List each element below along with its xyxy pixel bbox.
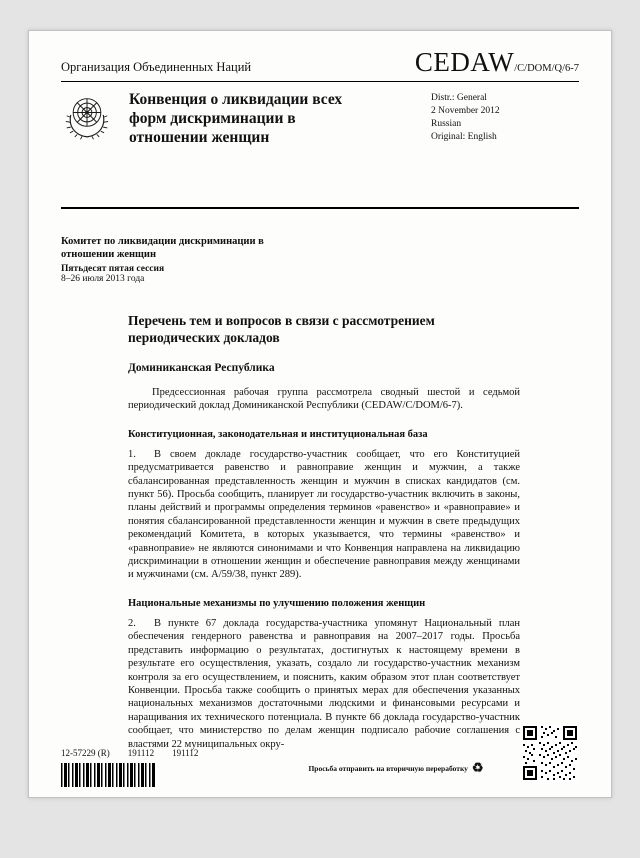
document-page [28, 30, 612, 798]
un-logo [61, 90, 129, 151]
section-heading: Конституционная, законодательная и институциональная база [128, 428, 428, 440]
qr-block [521, 724, 579, 787]
committee-block [61, 235, 579, 284]
masthead [61, 90, 579, 151]
convention-title: Конвенция о ликвидации всех форм дискриминации в отношении женщин [129, 91, 343, 146]
recycle-note [308, 760, 484, 775]
distribution-block [431, 90, 579, 151]
document-symbol-suffix: /C/DOM/Q/6-7 [514, 63, 579, 74]
job-number: 12-57229 (R) [61, 748, 110, 758]
intro-paragraph: Предсессионная рабочая группа рассмотрела сводный шестой и седьмой периодический доклад Доминиканской Республики (CEDAW/C/DOM/6-7). [128, 387, 520, 412]
barcode [61, 763, 155, 787]
section-heading: Национальные механизмы по улучшению положения женщин [128, 597, 426, 609]
distr-date: 2 November 2012 [431, 106, 500, 116]
session-dates: 8–26 июля 2013 года [61, 274, 145, 284]
country-heading: Доминиканская Республика [128, 362, 275, 374]
paragraph [128, 448, 520, 582]
paragraph-number: 2. [128, 617, 136, 629]
recycle-text: Просьба отправить на вторичную переработку [308, 763, 468, 773]
document-reference [61, 748, 198, 758]
qr-code [521, 724, 579, 782]
header-rule [61, 81, 579, 82]
footer-reference-block [61, 748, 198, 787]
distr-language: Russian [431, 119, 462, 129]
committee-name: Комитет по ликвидации дискриминации в отношении женщин [61, 236, 264, 260]
session-title: Пятьдесят пятая сессия [61, 264, 165, 274]
masthead-rule [61, 207, 579, 209]
paragraph-number: 1. [128, 448, 136, 460]
paragraph-text: В своем докладе государство-участник сообщает, что его Конституцией предусматривается равенство и равноправие женщин и мужчин, а также сбалансированная представленность женщин и мужчин в списках кандидатов (см. пункт 56). Просьба сообщить, планирует ли государство-участник включить в законы, планы действий и программы определения терминов «равенство» и «равноправие» и понятия сбалансированной представленности женщин и мужчин в свете предыдущих рекомендаций Комитета, в которых указывается, что термины «равенство» и «равноправие» не являются синонимами и что Конвенция направлена на ликвидацию дискриминации в отношении женщин и обеспечение равноправия между женщинами и мужчинами (см. A/59/38, пункт 289). [128, 448, 520, 581]
distr-original: Original: English [431, 132, 497, 142]
document-symbol [415, 47, 579, 78]
page-header [61, 47, 579, 78]
recycle-icon: ♻ [471, 760, 484, 775]
typing-date: 191112 [172, 748, 199, 758]
main-column [128, 312, 520, 751]
paragraph-text: В пункте 67 доклада государства-участника упомянут Национальный план обеспечения гендерного равенства и равноправия на 2007–2017 годы. Просьба представить информацию о результатах, достигнутых к настоящему времени в результате его осуществления, указать, создало ли государство-участник механизм контроля за его осуществлением, и пояснить, каким образом этот план соответствует Конвенции. Просьба также сообщить о принятых мерах для обеспечения указанных национальных механизмов достаточными людскими и финансовыми ресурсами и наращивания их технического потенциала. В пункте 66 доклада государство-участник сообщает, что министерство по делам женщин подписало рабочие соглашения с властями 22 муниципальных окру- [128, 617, 520, 750]
typing-date: 191112 [127, 748, 155, 758]
document-symbol-main: CEDAW [414, 47, 515, 77]
page-footer [61, 724, 579, 787]
page-title: Перечень тем и вопросов в связи с рассмотрением периодических докладов [128, 313, 435, 345]
distr-line: Distr.: General [431, 93, 487, 103]
un-emblem-icon [61, 92, 113, 146]
un-org-name: Организация Объединенных Наций [61, 60, 252, 74]
